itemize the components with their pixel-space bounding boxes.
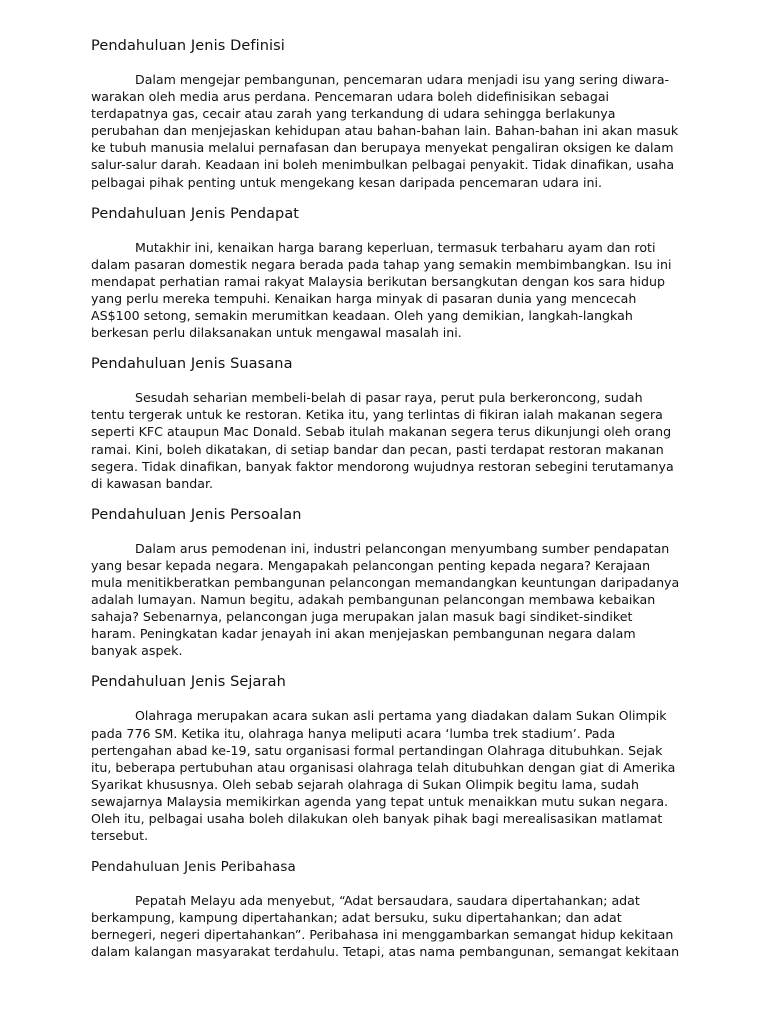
paragraph-line: tentu tergerak untuk ke restoran. Ketika itu, yang terlintas di fikiran ialah makanan segera	[91, 407, 663, 423]
paragraph-line: dalam kalangan masyarakat terdahulu. Tetapi, atas nama pembangunan, semangat kekitaan	[91, 944, 680, 960]
paragraph-line: dalam pasaran domestik negara berada pada tahap yang semakin membimbangkan. Isu ini	[91, 256, 672, 272]
section-paragraph	[91, 239, 682, 342]
paragraph-line: bernegeri, negeri dipertahankan”. Peribahasa ini menggambarkan semangat hidup kekitaan	[91, 927, 674, 943]
section-heading: Pendahuluan Jenis Peribahasa	[91, 859, 296, 876]
paragraph-line: mendapat perhatian ramai rakyat Malaysia berikutan bersangkutan dengan kos sara hidup	[91, 273, 665, 289]
section-suasana	[91, 354, 682, 492]
paragraph-line: Mutakhir ini, kenaikan harga barang keperluan, termasuk terbaharu ayam dan roti	[135, 239, 656, 255]
paragraph-line: pada 776 SM. Ketika itu, olahraga hanya meliputi acara ‘lumba trek stadium’. Pada	[91, 725, 616, 741]
section-peribahasa	[91, 857, 682, 960]
paragraph-line: warakan oleh media arus perdana. Pencemaran udara boleh didefinisikan sebagai	[91, 89, 610, 105]
paragraph-line: di kawasan bandar.	[91, 475, 213, 491]
paragraph-line: mula menitikberatkan pembangunan pelancongan memandangkan keuntungan daripadanya	[91, 574, 680, 590]
paragraph-line: Dalam arus pemodenan ini, industri pelancongan menyumbang sumber pendapatan	[135, 540, 670, 556]
paragraph-line: yang besar kepada negara. Mengapakah pelancongan penting kepada negara? Kerajaan	[91, 557, 651, 573]
section-heading: Pendahuluan Jenis Definisi	[91, 38, 285, 54]
section-definisi	[91, 36, 682, 191]
paragraph-line: terdapatnya gas, cecair atau zarah yang terkandung di udara sehingga berlakunya	[91, 106, 616, 122]
paragraph-line: perubahan dan menjejaskan kehidupan atau bahan-bahan lain. Bahan-bahan ini akan masuk	[91, 123, 679, 139]
paragraph-line: Sesudah seharian membeli-belah di pasar raya, perut pula berkeroncong, sudah	[135, 390, 643, 406]
paragraph-line: itu, beberapa pertubuhan atau organisasi olahraga telah ditubuhkan dengan giat di Amerika	[91, 759, 676, 775]
paragraph-line: Olahraga merupakan acara sukan asli pertama yang diadakan dalam Sukan Olimpik	[135, 708, 667, 724]
section-paragraph	[91, 71, 682, 191]
paragraph-line: segera. Tidak dinafikan, banyak faktor mendorong wujudnya restoran sebegini terutamanya	[91, 458, 674, 474]
section-sejarah	[91, 672, 682, 844]
paragraph-line: banyak aspek.	[91, 643, 183, 659]
section-heading: Pendahuluan Jenis Pendapat	[91, 205, 300, 222]
paragraph-line: yang perlu mereka tempuhi. Kenaikan harga minyak di pasaran dunia yang mencecah	[91, 290, 637, 306]
section-heading: Pendahuluan Jenis Persoalan	[91, 506, 302, 523]
paragraph-line: berkampung, kampung dipertahankan; adat bersuku, suku dipertahankan; dan adat	[91, 910, 622, 926]
section-pendapat	[91, 204, 682, 342]
paragraph-line: Pepatah Melayu ada menyebut, “Adat bersaudara, saudara dipertahankan; adat	[135, 893, 640, 909]
paragraph-line: berkesan perlu dilaksanakan untuk mengawal masalah ini.	[91, 325, 462, 341]
paragraph-line: AS$100 setong, semakin merumitkan keadaan. Oleh yang demikian, langkah-langkah	[91, 308, 633, 324]
paragraph-line: pertengahan abad ke-19, satu organisasi formal pertandingan Olahraga ditubuhkan. Sejak	[91, 742, 663, 758]
paragraph-line: haram. Peningkatan kadar jenayah ini akan menjejaskan pembangunan negara dalam	[91, 626, 636, 642]
paragraph-line: tersebut.	[91, 828, 149, 844]
paragraph-line: ramai. Kini, boleh dikatakan, di setiap bandar dan pecan, pasti terdapat restoran makanan	[91, 441, 664, 457]
paragraph-line: pelbagai pihak penting untuk mengekang kesan daripada pencemaran udara ini.	[91, 174, 602, 190]
paragraph-line: ke tubuh manusia melalui pernafasan dan berupaya menyekat pengaliran oksigen ke dalam	[91, 140, 674, 156]
paragraph-line: sewajarnya Malaysia memikirkan agenda yang tepat untuk menaikkan mutu sukan negara.	[91, 793, 669, 809]
section-heading: Pendahuluan Jenis Sejarah	[91, 674, 286, 691]
paragraph-line: Dalam mengejar pembangunan, pencemaran udara menjadi isu yang sering diwara-	[135, 72, 670, 87]
section-paragraph	[91, 540, 682, 660]
section-heading: Pendahuluan Jenis Suasana	[91, 356, 293, 373]
section-paragraph	[91, 892, 682, 960]
paragraph-line: sahaja? Sebenarnya, pelancongan juga merupakan jalan masuk bagi sindiket-sindiket	[91, 609, 633, 625]
paragraph-line: adalah lumayan. Namun begitu, adakah pembangunan pelancongan membawa kebaikan	[91, 592, 656, 608]
paragraph-line: seperti KFC ataupun Mac Donald. Sebab itulah makanan segera terus dikunjungi oleh orang	[91, 424, 672, 440]
section-paragraph	[91, 707, 682, 844]
paragraph-line: salur-salur darah. Keadaan ini boleh menimbulkan pelbagai penyakit. Tidak dinafikan, usaha	[91, 157, 675, 173]
section-persoalan	[91, 505, 682, 660]
section-paragraph	[91, 389, 682, 492]
paragraph-line: Syarikat khususnya. Oleh sebab sejarah olahraga di Sukan Olimpik begitu lama, sudah	[91, 776, 639, 792]
paragraph-line: Oleh itu, pelbagai usaha boleh dilakukan oleh banyak pihak bagi merealisasikan matlamat	[91, 811, 663, 826]
